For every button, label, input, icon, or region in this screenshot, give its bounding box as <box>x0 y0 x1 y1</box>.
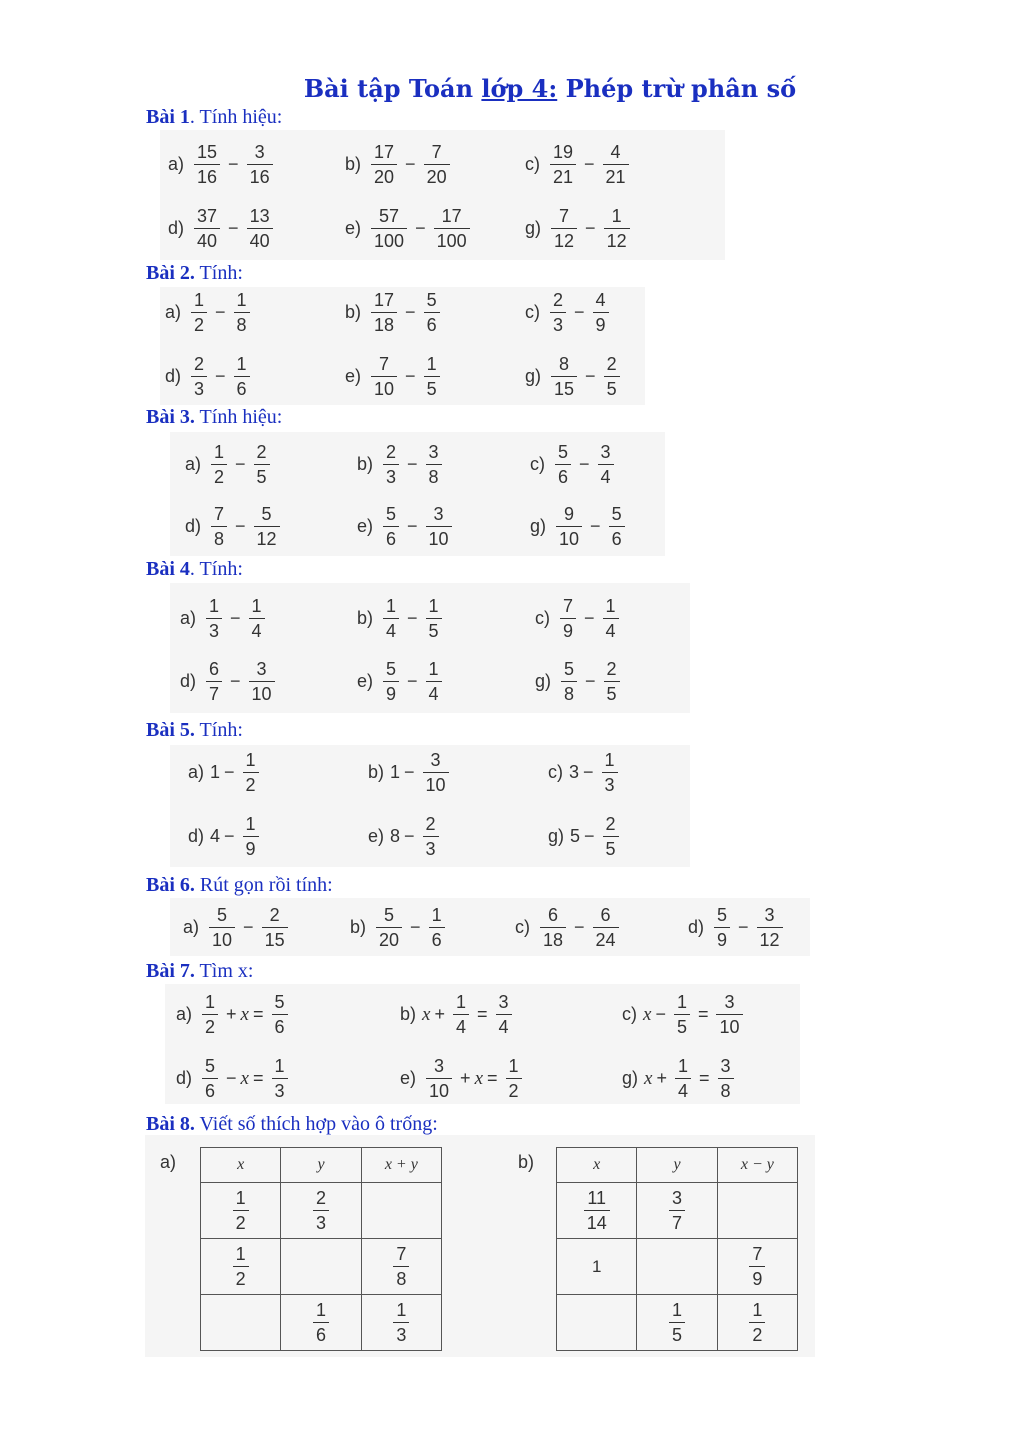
bai4-e: e) $\frac{5}{9}$ − $\frac{1}{4}$ <box>357 657 446 706</box>
bai5-heading: Bài 5. Tính: <box>146 719 243 741</box>
bai8-heading: Bài 8. Viết số thích hợp vào ô trống: <box>146 1113 438 1135</box>
bai3-c: c) $\frac{5}{6}$ − $\frac{3}{4}$ <box>530 440 618 489</box>
table-a-empty-cell[interactable] <box>281 1239 361 1295</box>
bai5-g: g) 5 − $\frac{2}{5}$ <box>548 812 623 861</box>
table-b-cell: $\frac{3}{7}$ <box>637 1183 717 1239</box>
bai1-c: c) $\frac{19}{21}$ − $\frac{4}{21}$ <box>525 140 633 189</box>
bai2-g: g) $\frac{8}{15}$ − $\frac{2}{5}$ <box>525 352 624 401</box>
table-a-empty-cell[interactable] <box>201 1295 281 1351</box>
bai4-b: b) $\frac{1}{4}$ − $\frac{1}{5}$ <box>357 594 446 643</box>
bai4-heading: Bài 4. Tính: <box>146 558 243 580</box>
title-link[interactable]: lớp 4: <box>481 74 558 103</box>
bai3-heading: Bài 3. Tính hiệu: <box>146 406 283 428</box>
table-b-cell: $\frac{11}{14}$ <box>557 1183 637 1239</box>
bai7-a: a) $\frac{1}{2}$ + x = $\frac{5}{6}$ <box>176 990 292 1039</box>
table-a-cell: $\frac{1}{2}$ <box>201 1183 281 1239</box>
table-a-cell: $\frac{1}{3}$ <box>361 1295 441 1351</box>
bai5-d: d) 4 − $\frac{1}{9}$ <box>188 812 263 861</box>
table-b-header-y: y <box>637 1148 717 1183</box>
page-title: Bài tập Toán lớp 4: Phép trừ phân số <box>303 74 797 103</box>
table-b-cell: $\frac{7}{9}$ <box>717 1239 797 1295</box>
bai4-g: g) $\frac{5}{8}$ − $\frac{2}{5}$ <box>535 657 624 706</box>
table-a-empty-cell[interactable] <box>361 1183 441 1239</box>
bai2-e: e) $\frac{7}{10}$ − $\frac{1}{5}$ <box>345 352 444 401</box>
table-a-header-y: y <box>281 1148 361 1183</box>
bai7-heading: Bài 7. Tìm x: <box>146 960 254 982</box>
bai7-c: c) x − $\frac{1}{5}$ = $\frac{3}{10}$ <box>622 990 747 1039</box>
table-a-cell: $\frac{1}{2}$ <box>201 1239 281 1295</box>
bai5-c: c) 3 − $\frac{1}{3}$ <box>548 748 622 797</box>
bai6-b: b) $\frac{5}{20}$ − $\frac{1}{6}$ <box>350 903 449 952</box>
bai1-d: d) $\frac{37}{40}$ − $\frac{13}{40}$ <box>168 204 277 253</box>
bai1-g: g) $\frac{7}{12}$ − $\frac{1}{12}$ <box>525 204 634 253</box>
table-b-empty-cell[interactable] <box>557 1295 637 1351</box>
bai2-c: c) $\frac{2}{3}$ − $\frac{4}{9}$ <box>525 288 613 337</box>
table-b-cell: $\frac{1}{5}$ <box>637 1295 717 1351</box>
bai3-a: a) $\frac{1}{2}$ − $\frac{2}{5}$ <box>185 440 274 489</box>
table-b-header-diff: x − y <box>717 1148 797 1183</box>
table-a-header-x: x <box>201 1148 281 1183</box>
bai4-a: a) $\frac{1}{3}$ − $\frac{1}{4}$ <box>180 594 269 643</box>
bai6-a: a) $\frac{5}{10}$ − $\frac{2}{15}$ <box>183 903 292 952</box>
table-a-cell: $\frac{2}{3}$ <box>281 1183 361 1239</box>
bai7-b: b) x + $\frac{1}{4}$ = $\frac{3}{4}$ <box>400 990 516 1039</box>
bai2-a: a) $\frac{1}{2}$ − $\frac{1}{8}$ <box>165 288 254 337</box>
bai1-a: a) $\frac{15}{16}$ − $\frac{3}{16}$ <box>168 140 277 189</box>
bai4-c: c) $\frac{7}{9}$ − $\frac{1}{4}$ <box>535 594 623 643</box>
table-a <box>200 1147 442 1351</box>
bai7-g: g) x + $\frac{1}{4}$ = $\frac{3}{8}$ <box>622 1054 738 1103</box>
table-a-label: a) <box>160 1152 177 1172</box>
table-a-cell: $\frac{7}{8}$ <box>361 1239 441 1295</box>
bai5-e: e) 8 − $\frac{2}{3}$ <box>368 812 443 861</box>
bai4-d: d) $\frac{6}{7}$ − $\frac{3}{10}$ <box>180 657 279 706</box>
bai6-heading: Bài 6. Rút gọn rồi tính: <box>146 874 333 896</box>
bai5-b: b) 1 − $\frac{3}{10}$ <box>368 748 453 797</box>
bai1-e: e) $\frac{57}{100}$ − $\frac{17}{100}$ <box>345 204 474 253</box>
table-a-header-sum: x + y <box>361 1148 441 1183</box>
bai6-d: d) $\frac{5}{9}$ − $\frac{3}{12}$ <box>688 903 787 952</box>
table-b-empty-cell[interactable] <box>637 1239 717 1295</box>
table-b <box>556 1147 798 1351</box>
table-a-cell: $\frac{1}{6}$ <box>281 1295 361 1351</box>
table-b-header-x: x <box>557 1148 637 1183</box>
bai7-e: e) $\frac{3}{10}$ + x = $\frac{1}{2}$ <box>400 1054 526 1103</box>
table-b-cell: $\frac{1}{2}$ <box>717 1295 797 1351</box>
bai1-b: b) $\frac{17}{20}$ − $\frac{7}{20}$ <box>345 140 454 189</box>
bai3-d: d) $\frac{7}{8}$ − $\frac{5}{12}$ <box>185 502 284 551</box>
bai7-d: d) $\frac{5}{6}$ − x = $\frac{1}{3}$ <box>176 1054 292 1103</box>
bai6-c: c) $\frac{6}{18}$ − $\frac{6}{24}$ <box>515 903 623 952</box>
table-b-empty-cell[interactable] <box>717 1183 797 1239</box>
bai3-b: b) $\frac{2}{3}$ − $\frac{3}{8}$ <box>357 440 446 489</box>
bai3-g: g) $\frac{9}{10}$ − $\frac{5}{6}$ <box>530 502 629 551</box>
table-b-label: b) <box>518 1152 535 1172</box>
bai3-e: e) $\frac{5}{6}$ − $\frac{3}{10}$ <box>357 502 456 551</box>
bai1-heading: Bài 1. Tính hiệu: <box>146 106 283 128</box>
bai2-b: b) $\frac{17}{18}$ − $\frac{5}{6}$ <box>345 288 444 337</box>
bai2-d: d) $\frac{2}{3}$ − $\frac{1}{6}$ <box>165 352 254 401</box>
bai2-heading: Bài 2. Tính: <box>146 262 243 284</box>
table-b-cell: 1 <box>557 1239 637 1295</box>
bai5-a: a) 1 − $\frac{1}{2}$ <box>188 748 263 797</box>
